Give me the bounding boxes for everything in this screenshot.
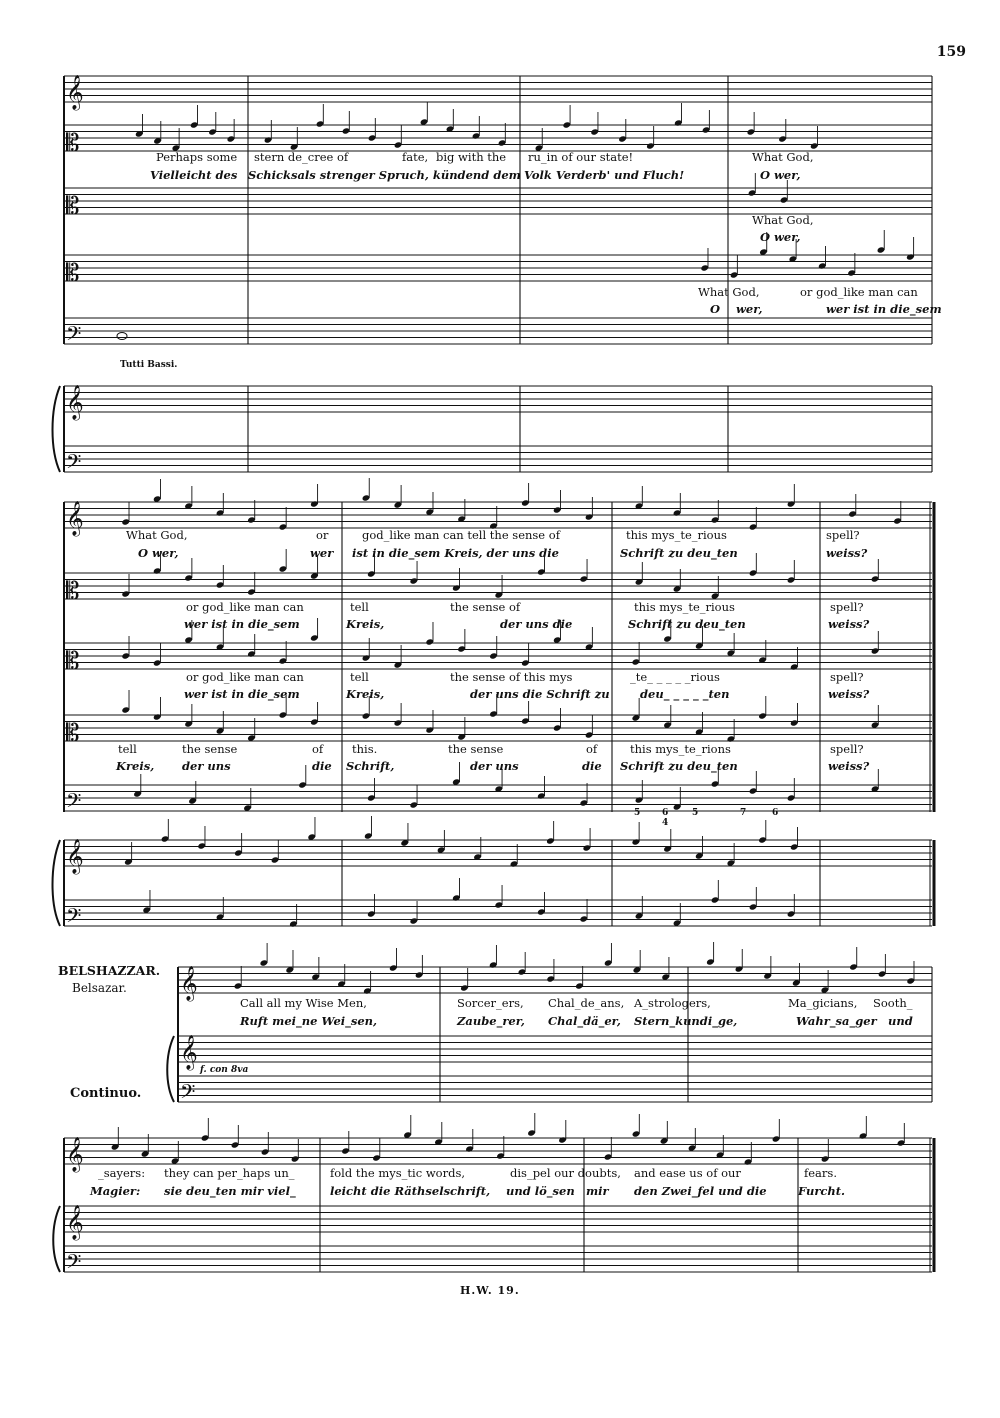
lyric: Sorcer_ers, [457, 996, 524, 1010]
lyric: the sense [448, 742, 504, 756]
lyric: Chal_de_ans, [548, 996, 625, 1010]
figured-bass: 5 [692, 808, 699, 818]
lyric: spell? [830, 742, 864, 756]
footer-code: H.W. 19. [460, 1284, 520, 1297]
bass-clef-icon: 𝄢 [66, 450, 82, 478]
lyric-german: Stern_kundi_ge, [634, 1014, 738, 1028]
lyric: ru_in of our state! [528, 150, 634, 164]
lyric-german: ist in die_sem Kreis, der uns die [352, 546, 559, 560]
alto-clef-icon: 𝄡 [66, 577, 80, 605]
lyric: Ma_gicians, [788, 996, 858, 1010]
lyric-german: Schicksals strenger Spruch, kündend dem [248, 168, 521, 182]
lyric: fears. [804, 1166, 837, 1180]
lyric-german: der uns [470, 759, 519, 773]
treble-clef-icon: 𝄞 [66, 839, 84, 874]
lyric-german: weiss? [828, 687, 870, 701]
lyric: of [586, 742, 598, 756]
lyric-german: und [888, 1014, 913, 1028]
lyric: spell? [830, 600, 864, 614]
lyric: What God, [752, 213, 814, 227]
lyric: What God, [698, 285, 760, 299]
brace-icon [167, 1036, 174, 1102]
treble-clef-icon: 𝄞 [180, 1035, 198, 1070]
brace-icon [53, 386, 61, 472]
lyric-german: Wahr_sa_ger [796, 1014, 877, 1028]
lyric: this. [352, 742, 378, 756]
lyric: What God, [126, 528, 188, 542]
bass-clef-icon: 𝄢 [180, 1080, 196, 1108]
lyric-german: Schrift, [346, 759, 395, 773]
lyric: and ease us of our [634, 1166, 741, 1180]
tutti-bassi-label: Tutti Bassi. [120, 360, 178, 370]
lyric: this mys_te_rious [634, 600, 735, 614]
lyric-german: Vielleicht des [150, 168, 238, 182]
lyric-german: wer ist in die_sem [826, 302, 942, 316]
alto-clef-icon: 𝄡 [66, 192, 80, 220]
lyric-german: Schrift zu deu_ten [620, 546, 738, 560]
dynamic-marking: f. con 8va [200, 1065, 249, 1075]
brace-icon [53, 1206, 60, 1272]
lyric-german: Ruft mei_ne Wei_sen, [240, 1014, 378, 1028]
lyric: this mys_te_rions [630, 742, 731, 756]
figured-bass: 6 [772, 808, 779, 818]
figured-bass: 4 [662, 818, 669, 828]
lyric-german: O wer, [760, 168, 801, 182]
lyric: or god_like man can [186, 670, 304, 684]
lyric: fold the mys_tic words, [330, 1166, 465, 1180]
bass-clef-icon: 𝄢 [66, 789, 82, 817]
lyric-german: deu_ _ _ _ _ten [640, 687, 730, 701]
lyric-german: sie deu_ten mir viel_ [164, 1184, 296, 1198]
lyric-german: wer [310, 546, 334, 560]
brace-icon [53, 840, 61, 926]
alto-clef-icon: 𝄡 [66, 129, 80, 157]
lyric-german: die [312, 759, 332, 773]
lyric: Perhaps some [156, 150, 238, 164]
lyric: the sense of this mys [450, 670, 573, 684]
lyric-german: Chal_dä_er, [548, 1014, 621, 1028]
figured-bass: 5 [634, 808, 641, 818]
role-label: BELSHAZZAR. [58, 963, 161, 978]
lyric: stern de_cree of [254, 150, 349, 164]
lyric-german: die [582, 759, 602, 773]
lyric-german: weiss? [828, 617, 870, 631]
lyric-german: den Zwei_fel und die [634, 1184, 767, 1198]
lyric: big with the [436, 150, 507, 164]
treble-clef-icon: 𝄞 [66, 1205, 84, 1240]
treble-clef-icon: 𝄞 [66, 75, 84, 110]
lyric: tell [350, 600, 369, 614]
lyric: _sayers: [98, 1166, 146, 1180]
bass-clef-icon: 𝄢 [66, 322, 82, 350]
lyric-german: weiss? [828, 759, 870, 773]
role-label-german: Belsazar. [72, 981, 127, 995]
lyric: the sense of [450, 600, 521, 614]
lyric-german: leicht die Räthselschrift, [330, 1184, 491, 1198]
lyric: A_strologers, [634, 996, 711, 1010]
lyric: or god_like man can [186, 600, 304, 614]
lyric: fate, [402, 150, 429, 164]
lyric-german: Schrift zu deu_ten [620, 759, 738, 773]
lyric-german: O [710, 302, 721, 316]
lyric: tell [118, 742, 137, 756]
lyric: spell? [830, 670, 864, 684]
lyric: dis_pel our doubts, [510, 1166, 621, 1180]
lyric: of [312, 742, 324, 756]
figured-bass: 6 [662, 808, 669, 818]
alto-clef-icon: 𝄡 [66, 259, 80, 287]
lyric-german: und lö_sen [506, 1184, 575, 1198]
bass-clef-icon: 𝄢 [66, 1250, 82, 1278]
alto-clef-icon: 𝄡 [66, 647, 80, 675]
lyric: the sense [182, 742, 238, 756]
lyric-german: Schrift zu deu_ten [628, 617, 746, 631]
lyric-german: Kreis, [346, 687, 385, 701]
lyric: What God, [752, 150, 814, 164]
lyric-german: der uns [182, 759, 231, 773]
lyric: they can per_haps un_ [164, 1166, 295, 1180]
bass-clef-icon: 𝄢 [66, 904, 82, 932]
lyric-german: Furcht. [798, 1184, 846, 1198]
lyric-german: mir [586, 1184, 609, 1198]
lyric: or [316, 528, 329, 542]
lyric-german: Magier: [90, 1184, 141, 1198]
lyric-german: O wer, [138, 546, 179, 560]
alto-clef-icon: 𝄡 [66, 719, 80, 747]
lyric-german: Kreis, [116, 759, 155, 773]
lyric-german: wer, [736, 302, 763, 316]
lyric: this mys_te_rious [626, 528, 727, 542]
lyric-german: der uns die Schrift zu [470, 687, 610, 701]
continuo-label: Continuo. [70, 1086, 142, 1101]
lyric-german: Volk Verderb' und Fluch! [524, 168, 685, 182]
lyric-german: Zaube_rer, [457, 1014, 525, 1028]
lyric-german: wer ist in die_sem [184, 687, 300, 701]
treble-clef-icon: 𝄞 [66, 385, 84, 420]
figured-bass: 7 [740, 808, 747, 818]
lyric: god_like man can tell the sense of [362, 528, 560, 542]
treble-clef-icon: 𝄞 [66, 1137, 84, 1172]
lyric-german: der uns die [500, 617, 573, 631]
lyric-german: wer ist in die_sem [184, 617, 300, 631]
treble-clef-icon: 𝄞 [66, 501, 84, 536]
whole-note [117, 333, 127, 340]
lyric: Sooth_ [873, 996, 913, 1010]
lyric: _te_ _ _ _ _rious [630, 670, 720, 684]
lyric-german: Kreis, [346, 617, 385, 631]
lyric: spell? [826, 528, 860, 542]
lyric: Call all my Wise Men, [240, 996, 367, 1010]
lyric: or god_like man can [800, 285, 918, 299]
lyric-german: O wer, [760, 230, 801, 244]
lyric-german: weiss? [826, 546, 868, 560]
page-number: 159 [936, 44, 966, 60]
treble-clef-icon: 𝄞 [180, 966, 198, 1001]
lyric: tell [350, 670, 369, 684]
